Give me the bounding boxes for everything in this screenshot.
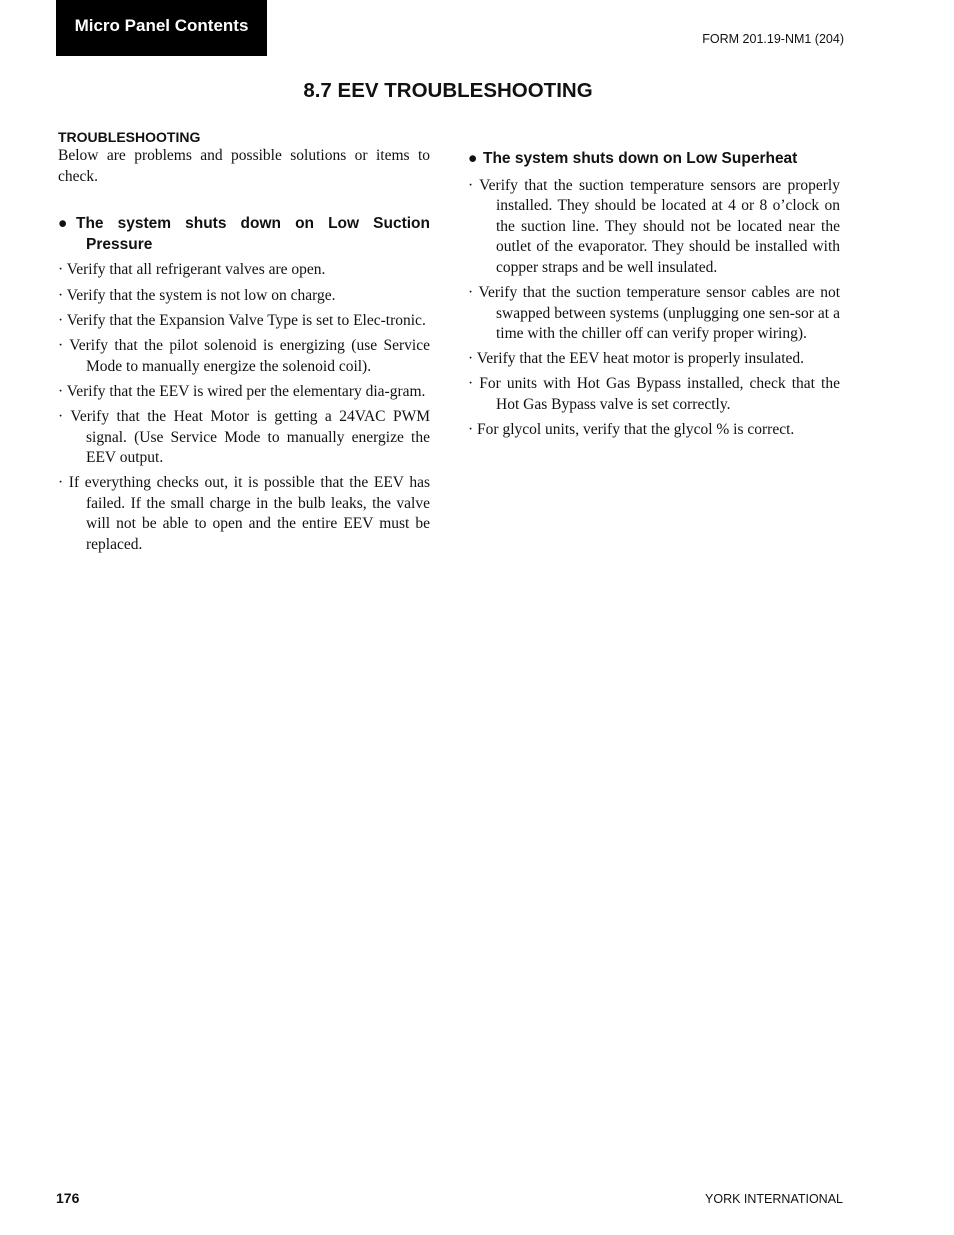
section-tab [56,0,267,56]
list-item: · Verify that the system is not low on charge. [58,286,336,304]
bullet-icon: ● [468,150,478,167]
list-item: · Verify that the Expansion Valve Type is set to Elec-tronic. [58,311,426,329]
company-name: YORK INTERNATIONAL [705,1192,843,1206]
list-item: · For glycol units, verify that the glycol % is correct. [468,420,795,438]
troubleshooting-subheading: TROUBLESHOOTING [58,129,201,145]
list-item: · Verify that the pilot solenoid is energizing (use Service Mode to manually energize the solenoid coil). [58,336,430,375]
left-column [58,128,430,560]
intro-paragraph: Below are problems and possible solutions or items to check. [58,147,430,185]
list-item: · Verify that the suction temperature sensor cables are not swapped between systems (unplugging one sen-sor at a time with the chiller off can verify proper wiring). [468,283,840,343]
bullet-icon: ● [58,215,68,233]
bullet-heading-text: The system shuts down on Low Suction Pressure [76,215,430,253]
low-superheat-heading [468,149,840,170]
low-superheat-checklist [468,176,840,441]
list-item: · Verify that the Heat Motor is getting a 24VAC PWM signal. (Use Service Mode to manually energize the EEV output. [58,407,430,467]
section-tab-label: Micro Panel Contents [74,16,249,35]
section-title: 8.7 EEV TROUBLESHOOTING [303,79,593,102]
list-item: · Verify that the EEV heat motor is properly insulated. [468,350,805,368]
list-item: · Verify that the EEV is wired per the elementary dia-gram. [58,382,426,400]
list-item: · If everything checks out, it is possible that the EEV has failed. If the small charge in the bulb leaks, the valve will not be able to open and the entire EEV must be replaced. [58,474,430,554]
form-number: FORM 201.19-NM1 (204) [702,32,844,46]
list-item: · Verify that all refrigerant valves are open. [58,261,326,279]
bullet-heading-text: The system shuts down on Low Superheat [483,150,798,167]
page-number: 176 [56,1190,80,1206]
list-item: · For units with Hot Gas Bypass installed, check that the Hot Gas Bypass valve is set correctly. [468,375,840,413]
list-item: · Verify that the suction temperature sensors are properly installed. They should be located at 4 or 8 o’clock on the suction line. They should not be located near the outlet of the evaporator. They should be installed with copper straps and be well insulated. [468,176,840,276]
low-suction-pressure-heading [58,214,430,255]
right-column [468,149,840,445]
low-suction-pressure-checklist [58,260,430,555]
